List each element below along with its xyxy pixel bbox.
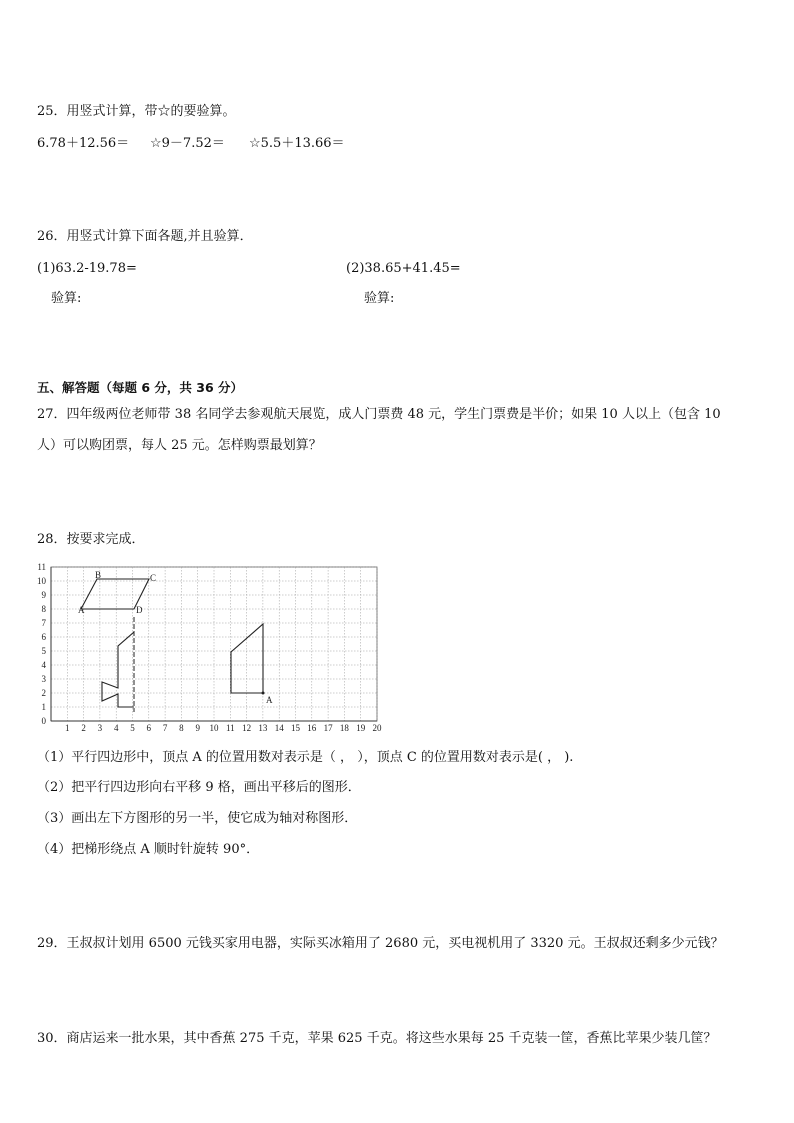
y-tick-label: 1 xyxy=(41,702,46,712)
x-tick-label: 12 xyxy=(242,723,252,733)
coordinate-grid-figure xyxy=(36,562,382,734)
x-tick-label: 8 xyxy=(179,723,184,733)
x-tick-label: 1 xyxy=(65,723,70,733)
label-C: C xyxy=(150,573,157,583)
x-tick-label: 6 xyxy=(146,723,152,733)
y-tick-label: 10 xyxy=(37,576,46,586)
x-tick-label: 10 xyxy=(209,723,219,733)
trapezoid-label-A: A xyxy=(266,695,273,705)
y-tick-label: 2 xyxy=(41,688,46,698)
y-tick-label: 0 xyxy=(41,716,46,726)
y-tick-label: 3 xyxy=(41,674,46,684)
x-tick-label: 13 xyxy=(258,723,268,733)
q28-sub-2: （2）把平行四边形向右平移 9 格，画出平移后的图形． xyxy=(37,780,361,795)
q28-sub-1: （1）平行四边形中，顶点 A 的位置用数对表示是（ ， ），顶点 C 的位置用数对表示是( ， ). xyxy=(37,750,574,765)
x-tick-label: 3 xyxy=(97,723,103,733)
x-tick-label: 7 xyxy=(162,723,168,733)
grid-frame xyxy=(51,567,377,721)
x-tick-label: 18 xyxy=(339,723,349,733)
y-tick-label: 7 xyxy=(41,618,46,628)
y-tick-label: 6 xyxy=(41,632,46,642)
q27-line-1: 27．四年级两位老师带 38 名同学去参观航天展览，成人门票费 48 元，学生门票费是半价；如果 10 人以上（包含 10 xyxy=(37,407,721,422)
x-tick-label: 5 xyxy=(130,723,135,733)
q25-item-3: ☆5.5＋13.66＝ xyxy=(249,136,345,151)
q26-title: 26．用竖式计算下面各题,并且验算． xyxy=(37,229,253,244)
y-tick-label: 4 xyxy=(41,660,46,670)
q25-title: 25．用竖式计算，带☆的要验算。 xyxy=(37,104,236,119)
y-tick-label: 8 xyxy=(41,604,46,614)
x-tick-label: 2 xyxy=(81,723,86,733)
x-tick-label: 4 xyxy=(113,723,119,733)
q29-text: 29．王叔叔计划用 6500 元钱买家用电器，实际买冰箱用了 2680 元，买电视机用了 3320 元。王叔叔还剩多少元钱？ xyxy=(37,936,724,951)
q26-item-2: (2)38.65+41.45= xyxy=(346,261,461,276)
x-tick-label: 15 xyxy=(291,723,300,733)
q28-title: 28．按要求完成． xyxy=(37,532,145,547)
trapezoid xyxy=(231,624,263,693)
x-tick-labels xyxy=(65,723,382,733)
x-tick-label: 16 xyxy=(307,723,317,733)
x-tick-label: 20 xyxy=(372,723,382,733)
q27-line-2: 人）可以购团票，每人 25 元。怎样购票最划算？ xyxy=(37,438,322,453)
x-tick-label: 11 xyxy=(225,723,235,733)
q28-sub-4: （4）把梯形绕点 A 顺时针旋转 90°． xyxy=(37,842,260,857)
q25-item-2: ☆9－7.52＝ xyxy=(150,136,225,151)
x-tick-label: 9 xyxy=(195,723,200,733)
q26-check-label-1: 验算: xyxy=(51,291,82,306)
section-title: 五、解答题（每题 6 分，共 36 分） xyxy=(37,380,244,395)
label-B: B xyxy=(95,570,102,580)
half-figure xyxy=(102,632,134,707)
q26-item-1: (1)63.2-19.78= xyxy=(37,261,137,276)
grid-lines xyxy=(51,567,377,721)
y-tick-label: 5 xyxy=(41,646,46,656)
x-tick-label: 19 xyxy=(356,723,366,733)
point-A xyxy=(262,692,265,695)
x-tick-label: 14 xyxy=(274,723,284,733)
q25-item-1: 6.78＋12.56＝ xyxy=(37,136,130,151)
x-tick-label: 17 xyxy=(323,723,333,733)
q26-check-label-2: 验算: xyxy=(364,291,395,306)
y-tick-label: 9 xyxy=(41,590,46,600)
label-A: A xyxy=(78,605,85,615)
label-D: D xyxy=(136,605,143,615)
q30-text: 30．商店运来一批水果，其中香蕉 275 千克，苹果 625 千克。将这些水果每 25 千克装一筐，香蕉比苹果少装几筐？ xyxy=(37,1031,717,1046)
y-tick-label: 11 xyxy=(37,562,46,572)
y-tick-labels xyxy=(37,562,47,726)
q28-sub-3: （3）画出左下方图形的另一半，使它成为轴对称图形． xyxy=(37,811,358,826)
